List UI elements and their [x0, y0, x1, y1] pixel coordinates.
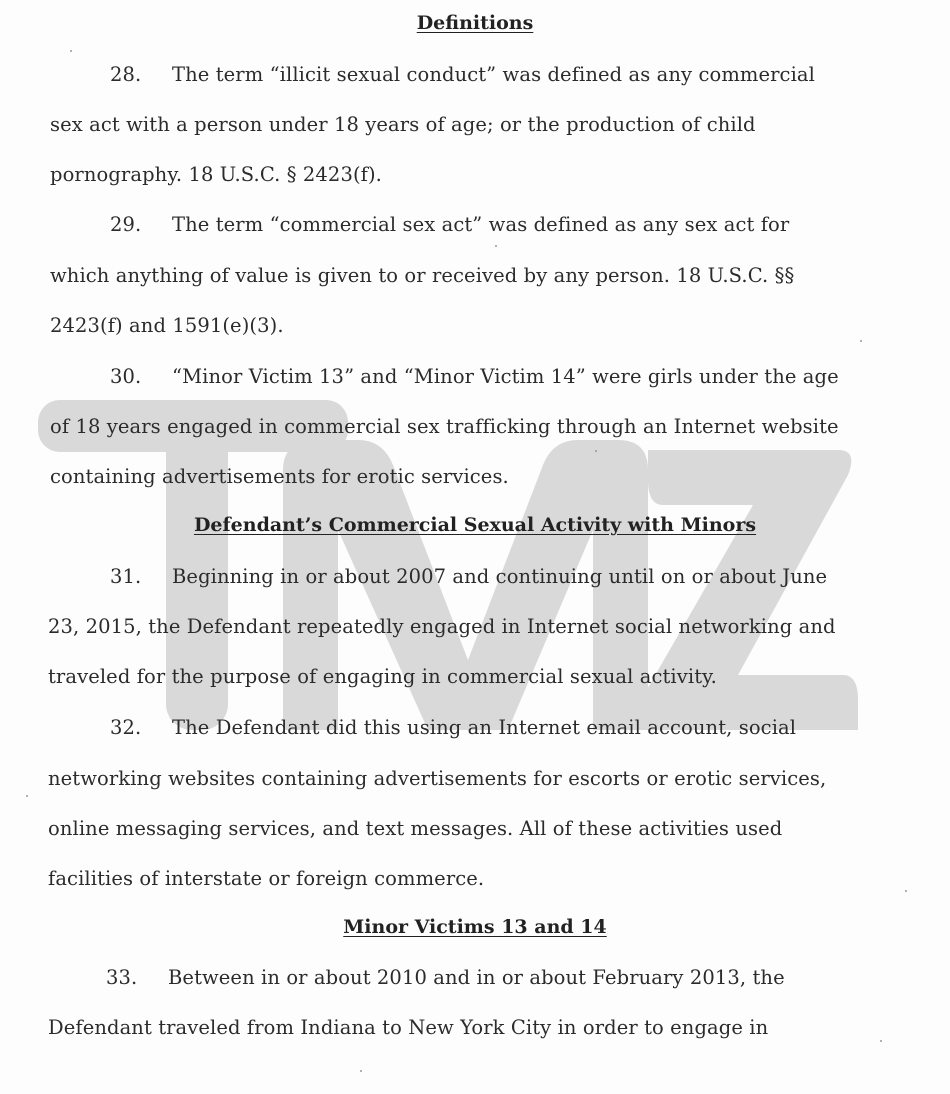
paragraph-29-line-2: which anything of value is given to or received by any person. 18 U.S.C. §§ [50, 264, 795, 287]
paragraph-number: 28. [110, 63, 142, 86]
paragraph-30-line-1: 30. “Minor Victim 13” and “Minor Victim 14” were girls under the age [110, 365, 839, 388]
paragraph-31-line-1: 31. Beginning in or about 2007 and continuing until on or about June [110, 565, 828, 588]
paragraph-28-line-1: 28. The term “illicit sexual conduct” was defined as any commercial [110, 63, 815, 86]
paragraph-32-line-4: facilities of interstate or foreign commerce. [48, 867, 485, 890]
heading-minor-victims: Minor Victims 13 and 14 [343, 916, 607, 938]
paragraph-32-line-3: online messaging services, and text messages. All of these activities used [48, 817, 783, 840]
paragraph-32-line-2: networking websites containing advertisements for escorts or erotic services, [48, 767, 827, 790]
paragraph-33-line-1: 33. Between in or about 2010 and in or about February 2013, the [106, 966, 785, 989]
heading-commercial-activity: Defendant’s Commercial Sexual Activity with Minors [193, 514, 757, 536]
paragraph-30-line-2: of 18 years engaged in commercial sex trafficking through an Internet website [50, 415, 839, 438]
paragraph-32-line-1: 32. The Defendant did this using an Internet email account, social [110, 716, 797, 739]
paragraph-29-line-1: 29. The term “commercial sex act” was defined as any sex act for [110, 213, 790, 236]
paragraph-29-line-3: 2423(f) and 1591(e)(3). [50, 314, 284, 337]
paragraph-28-line-2: sex act with a person under 18 years of age; or the production of child [50, 113, 756, 136]
paragraph-number: 29. [110, 213, 142, 236]
paragraph-31-line-2: 23, 2015, the Defendant repeatedly engaged in Internet social networking and [48, 615, 836, 638]
paragraph-31-line-3: traveled for the purpose of engaging in commercial sexual activity. [48, 665, 717, 688]
paragraph-number: 31. [110, 565, 142, 588]
paragraph-number: 33. [106, 966, 138, 989]
paragraph-number: 30. [110, 365, 142, 388]
paragraph-33-line-2: Defendant traveled from Indiana to New York City in order to engage in [48, 1016, 769, 1039]
paragraph-28-line-3: pornography. 18 U.S.C. § 2423(f). [50, 163, 382, 186]
paragraph-number: 32. [110, 716, 142, 739]
paragraph-30-line-3: containing advertisements for erotic services. [50, 465, 509, 488]
heading-definitions: Definitions [416, 12, 534, 34]
